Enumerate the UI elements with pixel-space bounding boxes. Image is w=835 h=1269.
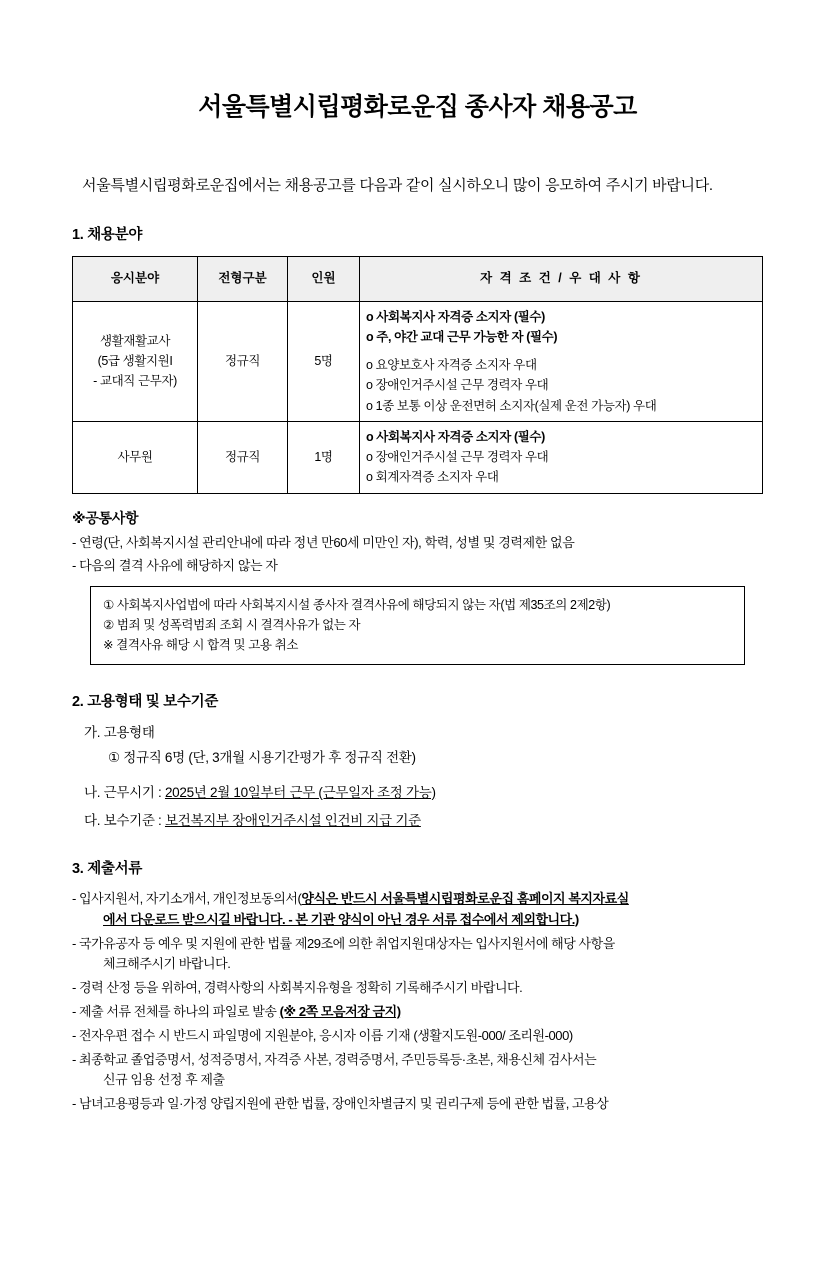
table-row	[73, 421, 763, 493]
qual-line: o 장애인거주시설 근무 경력자 우대	[366, 378, 549, 393]
work-start-item	[72, 783, 763, 804]
section-heading-employment: 2. 고용형태 및 보수기준	[72, 694, 219, 711]
qual-line: o 장애인거주시설 근무 경력자 우대	[366, 450, 549, 465]
doc-text-cont: 신규 임용 선정 후 제출	[103, 1072, 225, 1088]
qual-line: o 사회복지사 자격증 소지자 (필수)	[366, 309, 545, 324]
section-heading-documents: 3. 제출서류	[72, 860, 143, 877]
work-start-value: 2025년 2월 10일부터 근무 (근무일자 조정 가능)	[164, 784, 436, 800]
pay-standard-value: 보건복지부 장애인거주시설 인건비 지급 기준	[164, 812, 421, 828]
disqualification-note-box	[90, 586, 745, 666]
qual-line: o 사회복지사 자격증 소지자 (필수)	[366, 429, 545, 444]
col-header-count: 인원	[288, 256, 360, 301]
cell-qualifications	[360, 421, 763, 493]
cell-qualifications	[360, 301, 763, 421]
field-line: (5급 생활지원I	[97, 354, 173, 369]
field-line: 생활재활교사	[99, 334, 171, 349]
pay-standard-label: 다. 보수기준 :	[84, 812, 165, 828]
doc-text: - 제출 서류 전체를 하나의 파일로 발송	[72, 1004, 280, 1020]
table-row	[73, 301, 763, 421]
col-header-type: 전형구분	[198, 256, 288, 301]
list-item: - 연령(단, 사회복지시설 관리안내에 따라 정년 만60세 미만인 자), 학력, 성별 및 경력제한 없음	[72, 535, 575, 551]
work-start-label: 나. 근무시기 :	[84, 784, 165, 800]
qual-line: o 회계자격증 소지자 우대	[366, 470, 499, 485]
doc-text: - 국가유공자 등 예우 및 지원에 관한 법률 제29조에 의한 취업지원대상자는 입사지원서에 해당 사항을	[72, 935, 615, 951]
doc-text-underline: (※ 2쪽 모음저장 금지)	[279, 1004, 401, 1020]
documents-list	[72, 889, 763, 1115]
section-heading-recruit-field: 1. 채용분야	[72, 227, 143, 244]
doc-text: - 입사지원서, 자기소개서, 개인정보동의서(	[72, 891, 302, 907]
recruit-table	[72, 256, 763, 494]
doc-text-underline-cont: 에서 다운로드 받으시길 바랍니다. - 본 기관 양식이 아닌 경우 서류 접수에서 제외합니다.)	[103, 911, 579, 927]
common-requirements-list	[72, 533, 763, 575]
list-item: - 남녀고용평등과 일·가정 양립지원에 관한 법률, 장애인차별금지 및 권리구제 등에 관한 법률, 고용상	[72, 1096, 609, 1112]
employment-type-label: 가. 고용형태	[84, 724, 155, 740]
list-item	[72, 1050, 763, 1092]
col-header-qualifications: 자 격 조 건 / 우 대 사 항	[360, 256, 763, 301]
list-item: - 다음의 결격 사유에 해당하지 않는 자	[72, 557, 278, 573]
doc-text-underline: 양식은 반드시 서울특별시립평화로운집 홈페이지 복지자료실	[301, 891, 629, 907]
list-item	[72, 934, 763, 976]
page-title: 서울특별시립평화로운집 종사자 채용공고	[198, 93, 637, 121]
cell-count: 5명	[288, 301, 360, 421]
list-item: - 경력 산정 등을 위하여, 경력사항의 사회복지유형을 정확히 기록해주시기 바랍니다.	[72, 980, 523, 996]
list-item: - 전자우편 접수 시 반드시 파일명에 지원분야, 응시자 이름 기재 (생활지도원-000/ 조리원-000)	[72, 1027, 573, 1043]
cell-field	[73, 301, 198, 421]
list-item	[72, 889, 763, 931]
doc-text-cont: 체크해주시기 바랍니다.	[103, 956, 231, 972]
cell-field: 사무원	[73, 421, 198, 493]
note-line: ※ 결격사유 해당 시 합격 및 고용 취소	[103, 638, 299, 653]
cell-type: 정규직	[198, 421, 288, 493]
field-line: - 교대직 근무자)	[93, 374, 177, 389]
qual-spacer	[366, 347, 756, 355]
cell-type: 정규직	[198, 301, 288, 421]
cell-count: 1명	[288, 421, 360, 493]
doc-text: - 최종학교 졸업증명서, 성적증명서, 자격증 사본, 경력증명서, 주민등록등·초본, 채용신체 검사서는	[72, 1051, 597, 1067]
qual-line: o 주, 야간 교대 근무 가능한 자 (필수)	[366, 329, 558, 344]
list-item	[72, 1002, 763, 1023]
intro-paragraph: 서울특별시립평화로운집에서는 채용공고를 다음과 같이 실시하오니 많이 응모하여 주시기 바랍니다.	[82, 176, 713, 194]
note-line: ② 범죄 및 성폭력범죄 조회 시 결격사유가 없는 자	[103, 617, 361, 632]
common-requirements-heading: ※공통사항	[72, 509, 139, 526]
qual-line: o 1종 보통 이상 운전면허 소지자(실제 운전 가능자) 우대	[366, 398, 657, 413]
table-header-row	[73, 256, 763, 301]
col-header-field: 응시분야	[73, 256, 198, 301]
qual-line: o 요양보호사 자격증 소지자 우대	[366, 358, 537, 373]
employment-type-detail: ① 정규직 6명 (단, 3개월 시용기간평가 후 정규직 전환)	[108, 749, 416, 765]
document-page	[0, 88, 835, 1269]
note-line: ① 사회복지사업법에 따라 사회복지시설 종사자 결격사유에 해당되지 않는 자(법 제35조의 2제2항)	[103, 597, 611, 612]
pay-standard-item	[72, 811, 763, 832]
